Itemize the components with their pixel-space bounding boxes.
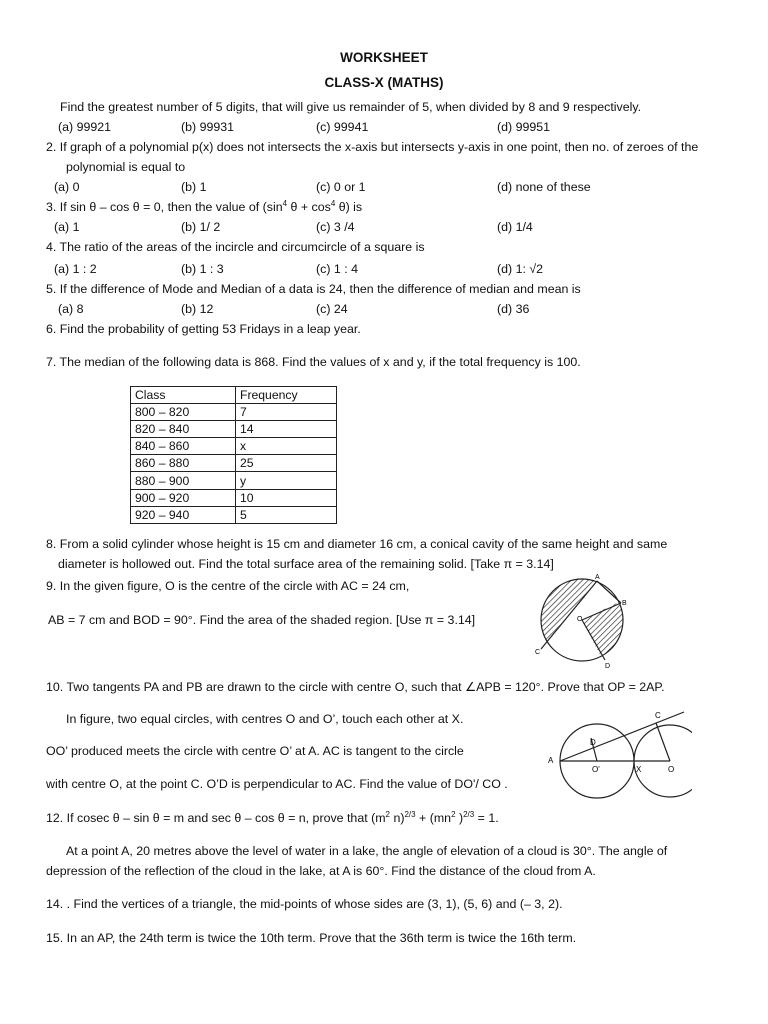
question-9: 9. In the given figure, O is the centre of the circle with AC = 24 cm, (46, 579, 410, 593)
table-cell-frequency: 5 (236, 506, 337, 523)
question-8-cont: diameter is hollowed out. Find the total surface area of the remaining solid. [Take π = 3.14] (58, 557, 554, 571)
table-header-row (131, 387, 337, 404)
table-row (131, 506, 337, 523)
table-header-frequency: Frequency (236, 387, 337, 404)
label-o: O (668, 765, 675, 774)
q1-option-a: (a) 99921 (58, 120, 112, 134)
table-cell-frequency: 10 (236, 489, 337, 506)
table-cell-class: 820 – 840 (131, 421, 236, 438)
label-a: A (595, 574, 600, 581)
q1-option-c: (c) 99941 (316, 120, 369, 134)
question-9-cont: AB = 7 cm and BOD = 90°. Find the area of the shaded region. [Use π = 3.14] (48, 613, 476, 627)
table-cell-class: 860 – 880 (131, 455, 236, 472)
label-d: D (590, 738, 596, 747)
table-cell-class: 880 – 900 (131, 472, 236, 489)
table-cell-frequency: y (236, 472, 337, 489)
question-7: 7. The median of the following data is 868. Find the values of x and y, if the total frequency is 100. (46, 355, 581, 369)
question-3: 3. If sin θ – cos θ = 0, then the value of ($\sin^4$ $\theta + \cos^4 \theta$) is (46, 199, 363, 214)
question-11-cont-2: with centre O, at the point C. O’D is perpendicular to AC. Find the value of DO'/ CO . (46, 777, 508, 791)
chord-ab (597, 581, 621, 603)
q9-circle-figure (530, 570, 640, 670)
question-2: 2. If graph of a polynomial p(x) does not intersects the x-axis but intersects y-axis in one point, then no. of zeroes of the (46, 140, 699, 154)
question-14: 14. . Find the vertices of a triangle, the mid-points of whose sides are (3, 1), (5, 6) and (– 3, 2). (46, 897, 563, 911)
q5-option-d: (d) 36 (497, 302, 530, 316)
question-15: 15. In an AP, the 24th term is twice the 10th term. Prove that the 36th term is twice the 16th term. (46, 931, 577, 945)
table-cell-class: 900 – 920 (131, 489, 236, 506)
q4-option-c: (c) 1 : 4 (316, 262, 358, 276)
question-6: 6. Find the probability of getting 53 Fridays in a leap year. (46, 322, 361, 336)
table-cell-class: 920 – 940 (131, 506, 236, 523)
question-13-cont: depression of the reflection of the cloud in the lake, at A is 60°. Find the distance of the cloud from A. (46, 864, 596, 878)
tangent-ac (560, 712, 684, 761)
table-cell-frequency: x (236, 438, 337, 455)
label-d: D (605, 663, 611, 670)
label-b: B (622, 600, 627, 607)
q4-option-b: (b) 1 : 3 (181, 262, 224, 276)
question-10: 10. Two tangents PA and PB are drawn to the circle with centre O, such that ∠APB = 120°. Prove that OP = 2AP. (46, 680, 665, 694)
question-1: Find the greatest number of 5 digits, that will give us remainder of 5, when divided by 8 and 9 respectively. (60, 100, 642, 114)
table-row (131, 489, 337, 506)
table-header-class: Class (131, 387, 236, 404)
shaded-sector-right (582, 600, 630, 670)
question-13: At a point A, 20 metres above the level of water in a lake, the angle of elevation of a cloud is 30°. The angle of (66, 844, 668, 858)
label-c: C (535, 649, 541, 656)
table-row (131, 455, 337, 472)
q5-option-b: (b) 12 (181, 302, 214, 316)
question-4: 4. The ratio of the areas of the incircle and circumcircle of a square is (46, 240, 425, 254)
table-row (131, 421, 337, 438)
table-cell-class: 840 – 860 (131, 438, 236, 455)
label-a: A (548, 756, 554, 765)
q5-option-c: (c) 24 (316, 302, 348, 316)
question-2-cont: polynomial is equal to (66, 160, 186, 174)
table-row (131, 404, 337, 421)
q3-option-a: (a) 1 (54, 220, 80, 234)
q4-option-d: (d) 1: √2 (497, 262, 544, 276)
q3-option-b: (b) 1/ 2 (181, 220, 221, 234)
q1-option-d: (d) 99951 (497, 120, 551, 134)
q3-option-d: (d) 1/4 (497, 220, 533, 234)
q11-two-circles-figure (542, 706, 692, 806)
q2-option-b: (b) 1 (181, 180, 207, 194)
label-x: X (636, 765, 642, 774)
q5-option-a: (a) 8 (58, 302, 84, 316)
question-11-cont-1: OO’ produced meets the circle with centre O’ at A. AC is tangent to the circle (46, 744, 464, 758)
table-cell-class: 800 – 820 (131, 404, 236, 421)
table-cell-frequency: 14 (236, 421, 337, 438)
q3-option-c: (c) 3 /4 (316, 220, 355, 234)
frequency-table (130, 386, 337, 524)
question-12: 12. If cosec θ – sin θ = m and sec θ – cos θ = n, prove that ($m^2$ $n)^{2/3} + (mn^2$ )$^{2/3}$ = 1. (46, 810, 499, 825)
label-c: C (655, 711, 661, 720)
q4-option-a: (a) 1 : 2 (54, 262, 97, 276)
q2-option-d: (d) none of these (497, 180, 591, 194)
worksheet-title: WORKSHEET (340, 50, 428, 65)
table-row (131, 472, 337, 489)
q1-option-b: (b) 99931 (181, 120, 235, 134)
table-cell-frequency: 7 (236, 404, 337, 421)
class-subtitle: CLASS-X (MATHS) (324, 75, 444, 90)
table-row (131, 438, 337, 455)
question-11: In figure, two equal circles, with centres O and O’, touch each other at X. (66, 712, 464, 726)
q2-option-c: (c) 0 or 1 (316, 180, 366, 194)
q2-option-a: (a) 0 (54, 180, 80, 194)
question-5: 5. If the difference of Mode and Median of a data is 24, then the difference of median and mean is (46, 282, 581, 296)
line-oc (656, 723, 670, 761)
label-o-prime: O' (592, 765, 600, 774)
label-o: O (577, 616, 583, 623)
question-8: 8. From a solid cylinder whose height is 15 cm and diameter 16 cm, a conical cavity of the same height and same (46, 537, 668, 551)
table-cell-frequency: 25 (236, 455, 337, 472)
